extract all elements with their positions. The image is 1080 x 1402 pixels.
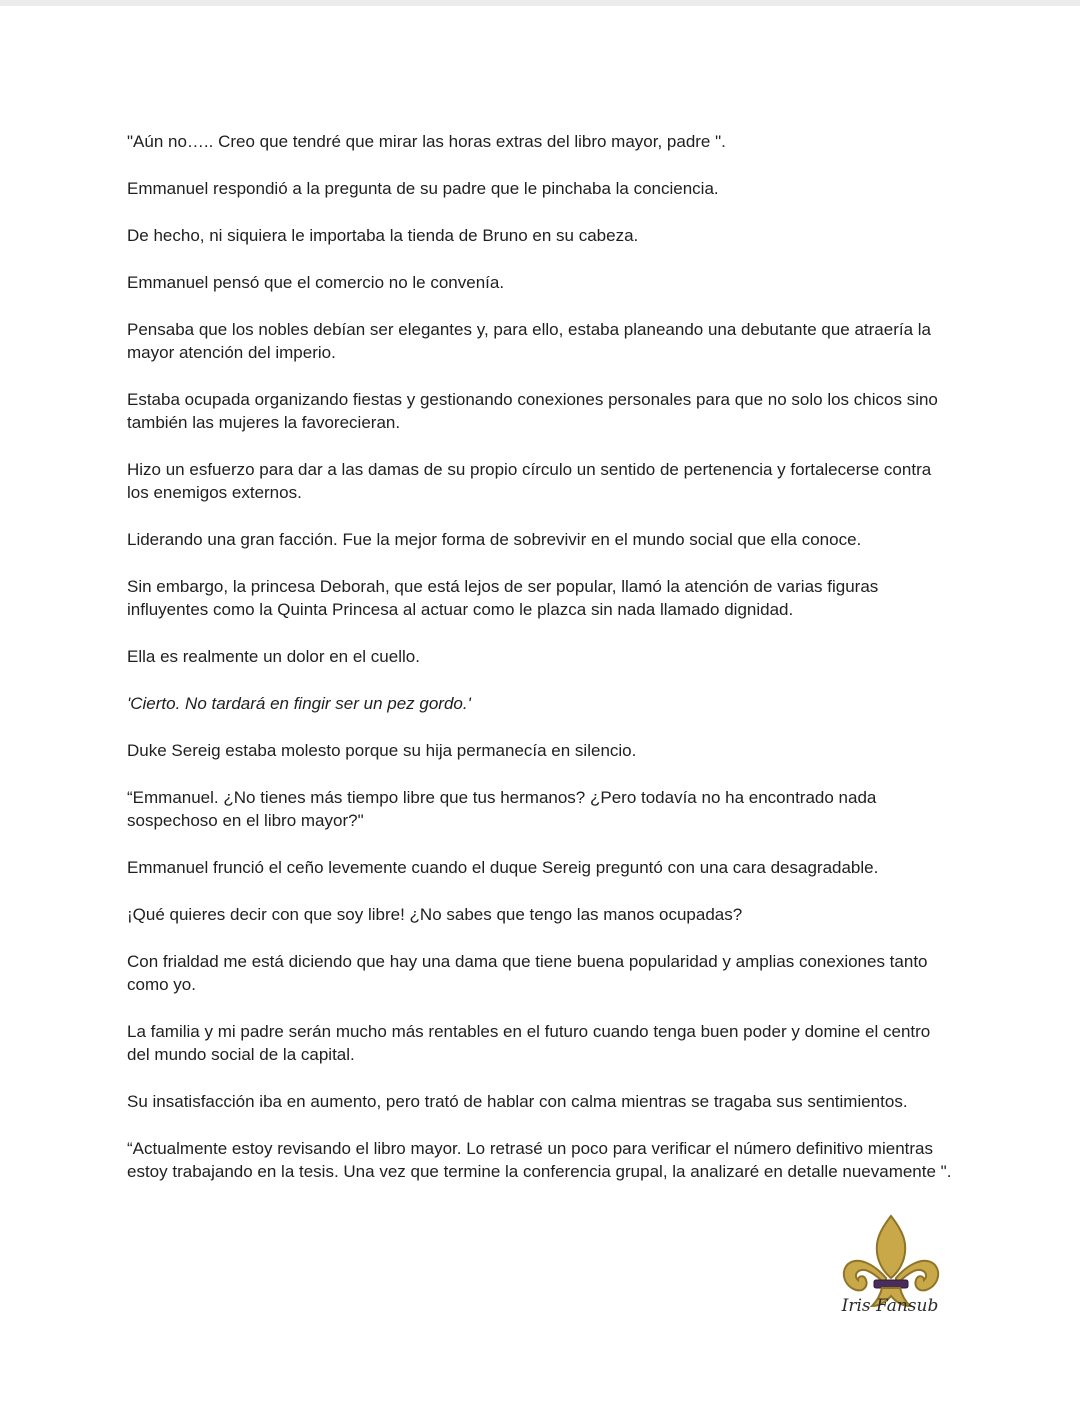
paragraph-6: Estaba ocupada organizando fiestas y gestionando conexiones personales para que no solo los chicos sino también las mujeres la favorecieran. xyxy=(127,390,943,432)
document-body xyxy=(127,130,957,1207)
paragraph-15: ¡Qué quieres decir con que soy libre! ¿No sabes que tengo las manos ocupadas? xyxy=(127,905,743,924)
top-strip xyxy=(0,0,1080,6)
paragraph-19: “Actualmente estoy revisando el libro mayor. Lo retrasé un poco para verificar el número definitivo mientras estoy trabajando en la tesis. Una vez que termine la conferencia grupal, la analizaré en detalle nuevamente ". xyxy=(127,1139,952,1181)
paragraph-12: Duke Sereig estaba molesto porque su hija permanecía en silencio. xyxy=(127,741,637,760)
paragraph-17: La familia y mi padre serán mucho más rentables en el futuro cuando tenga buen poder y domine el centro del mundo social de la capital. xyxy=(127,1022,935,1064)
paragraph-14: Emmanuel frunció el ceño levemente cuando el duque Sereig preguntó con una cara desagradable. xyxy=(127,858,879,877)
paragraph-2: Emmanuel respondió a la pregunta de su padre que le pinchaba la conciencia. xyxy=(127,179,719,198)
paragraph-16: Con frialdad me está diciendo que hay una dama que tiene buena popularidad y amplias conexiones tanto como yo. xyxy=(127,952,933,994)
paragraph-9: Sin embargo, la princesa Deborah, que está lejos de ser popular, llamó la atención de varias figuras influyentes como la Quinta Princesa al actuar como le plazca sin nada llamado dignidad. xyxy=(127,577,884,619)
paragraph-7: Hizo un esfuerzo para dar a las damas de su propio círculo un sentido de pertenencia y fortalecerse contra los enemigos externos. xyxy=(127,460,936,502)
paragraph-5: Pensaba que los nobles debían ser elegantes y, para ello, estaba planeando una debutante que atraería la mayor atención del imperio. xyxy=(127,320,936,362)
paragraph-13: “Emmanuel. ¿No tienes más tiempo libre que tus hermanos? ¿Pero todavía no ha encontrado nada sospechoso en el libro mayor?" xyxy=(127,788,882,830)
paragraph-4: Emmanuel pensó que el comercio no le convenía. xyxy=(127,273,505,292)
paragraph-8: Liderando una gran facción. Fue la mejor forma de sobrevivir en el mundo social que ella conoce. xyxy=(127,530,862,549)
paragraph-11-thought: 'Cierto. No tardará en fingir ser un pez gordo.' xyxy=(127,694,471,713)
paragraph-1: "Aún no….. Creo que tendré que mirar las horas extras del libro mayor, padre ". xyxy=(127,132,726,151)
paragraph-3: De hecho, ni siquiera le importaba la tienda de Bruno en su cabeza. xyxy=(127,226,639,245)
paragraph-10: Ella es realmente un dolor en el cuello. xyxy=(127,647,420,666)
paragraph-18: Su insatisfacción iba en aumento, pero trató de hablar con calma mientras se tragaba sus sentimientos. xyxy=(127,1092,908,1111)
watermark-text: Iris Fansub xyxy=(841,1296,939,1316)
